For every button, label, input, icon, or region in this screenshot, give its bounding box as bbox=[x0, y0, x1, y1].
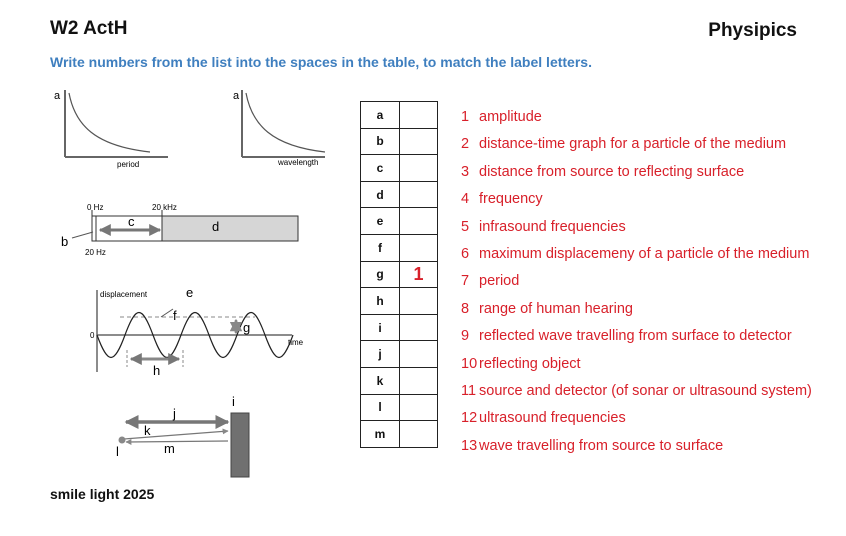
option-number: 8 bbox=[461, 300, 470, 317]
row-letter: h bbox=[361, 288, 400, 315]
option-item bbox=[461, 380, 812, 407]
option-number: 12 bbox=[461, 410, 478, 427]
table-row bbox=[361, 181, 438, 208]
wave-x-label: time bbox=[288, 338, 304, 347]
worksheet-title: W2 ActH bbox=[50, 18, 128, 39]
option-text: reflected wave travelling from surface to detector bbox=[479, 328, 792, 345]
sonar-label-m: m bbox=[164, 441, 175, 456]
option-item bbox=[461, 325, 812, 352]
option-number: 10 bbox=[461, 355, 478, 372]
sonar-reflected-wave bbox=[126, 441, 228, 442]
wave-label-f: f bbox=[173, 308, 177, 323]
row-letter: f bbox=[361, 234, 400, 261]
row-letter: b bbox=[361, 128, 400, 155]
option-number: 4 bbox=[461, 191, 470, 208]
answer-cell[interactable] bbox=[400, 394, 438, 421]
answer-cell[interactable] bbox=[400, 341, 438, 368]
table-row bbox=[361, 155, 438, 182]
option-item bbox=[461, 161, 812, 188]
row-letter: e bbox=[361, 208, 400, 235]
wave-zero-label: 0 bbox=[90, 331, 95, 340]
displacement-time-wave bbox=[90, 285, 304, 378]
table-row bbox=[361, 102, 438, 129]
option-item bbox=[461, 407, 812, 434]
answer-table bbox=[360, 101, 438, 448]
answer-cell[interactable] bbox=[400, 314, 438, 341]
answer-table-body bbox=[361, 102, 438, 448]
table-row bbox=[361, 288, 438, 315]
option-text: source and detector (of sonar or ultrasound system) bbox=[479, 382, 812, 399]
option-text: range of human hearing bbox=[479, 300, 633, 317]
answer-cell[interactable] bbox=[400, 367, 438, 394]
sonar-label-l: l bbox=[116, 444, 119, 459]
subject-title: Physipics bbox=[708, 20, 797, 41]
frequency-spectrum-diagram bbox=[61, 203, 298, 257]
option-text: ultrasound frequencies bbox=[479, 410, 626, 427]
answer-cell[interactable]: 1 bbox=[400, 261, 438, 288]
option-item bbox=[461, 298, 812, 325]
spectrum-label-20hz: 20 Hz bbox=[85, 248, 106, 257]
option-number: 11 bbox=[461, 382, 477, 399]
table-row bbox=[361, 261, 438, 288]
option-text: period bbox=[479, 273, 520, 290]
option-text: frequency bbox=[479, 191, 543, 208]
table-row bbox=[361, 128, 438, 155]
option-item bbox=[461, 435, 812, 462]
row-letter: m bbox=[361, 421, 400, 448]
option-number: 3 bbox=[461, 163, 470, 180]
graph1-y-label: a bbox=[54, 90, 61, 102]
answer-cell[interactable] bbox=[400, 181, 438, 208]
option-item bbox=[461, 216, 812, 243]
sonar-label-k: k bbox=[144, 423, 151, 438]
sonar-diagram bbox=[116, 394, 249, 477]
answer-cell[interactable] bbox=[400, 128, 438, 155]
footer-credit: smile light 2025 bbox=[50, 486, 155, 502]
row-letter: k bbox=[361, 367, 400, 394]
answer-cell[interactable] bbox=[400, 155, 438, 182]
table-row bbox=[361, 314, 438, 341]
graph2-curve bbox=[246, 93, 325, 152]
graph-a-vs-wavelength bbox=[233, 90, 325, 167]
spectrum-pointer-b bbox=[72, 232, 93, 238]
spectrum-label-0hz: 0 Hz bbox=[87, 203, 104, 212]
option-text: amplitude bbox=[479, 109, 542, 125]
wave-pointer-f bbox=[161, 309, 173, 317]
graph2-x-label: wavelength bbox=[278, 158, 319, 167]
option-item bbox=[461, 353, 812, 380]
row-letter: c bbox=[361, 155, 400, 182]
spectrum-label-20khz: 20 kHz bbox=[152, 203, 177, 212]
answer-cell[interactable] bbox=[400, 288, 438, 315]
option-number: 9 bbox=[461, 328, 470, 345]
row-letter: j bbox=[361, 341, 400, 368]
wave-y-label: displacement bbox=[100, 290, 148, 299]
options-list bbox=[461, 106, 812, 462]
answer-cell[interactable] bbox=[400, 208, 438, 235]
wave-label-g: g bbox=[243, 320, 251, 335]
sonar-label-j: j bbox=[173, 406, 176, 421]
table-row bbox=[361, 208, 438, 235]
option-text: distance-time graph for a particle of the medium bbox=[479, 136, 787, 153]
option-item bbox=[461, 270, 812, 297]
sonar-outgoing-wave bbox=[124, 431, 228, 439]
row-letter: i bbox=[361, 314, 400, 341]
table-row bbox=[361, 341, 438, 368]
option-number: 1 bbox=[461, 109, 470, 125]
table-row bbox=[361, 367, 438, 394]
option-number: 5 bbox=[461, 218, 470, 235]
option-item bbox=[461, 243, 812, 270]
spectrum-ultrasound-band bbox=[162, 216, 298, 241]
spectrum-infrasound-band bbox=[92, 216, 96, 241]
instruction-text: Write numbers from the list into the spaces in the table, to match the label letters. bbox=[50, 54, 592, 70]
option-text: maximum displacemeny of a particle of the medium bbox=[479, 245, 810, 262]
graph1-curve bbox=[69, 93, 150, 152]
spectrum-label-b: b bbox=[61, 234, 69, 249]
graph2-y-label: a bbox=[233, 90, 240, 102]
diagrams-panel bbox=[40, 80, 350, 480]
answer-cell[interactable] bbox=[400, 421, 438, 448]
option-text: reflecting object bbox=[479, 355, 581, 372]
reflecting-object bbox=[231, 413, 249, 477]
option-text: wave travelling from source to surface bbox=[479, 437, 724, 454]
option-item bbox=[461, 133, 812, 160]
option-number: 2 bbox=[461, 136, 470, 153]
row-letter: l bbox=[361, 394, 400, 421]
row-letter: g bbox=[361, 261, 400, 288]
wave-label-e: e bbox=[186, 285, 194, 300]
option-number: 13 bbox=[461, 437, 478, 454]
spectrum-label-c: c bbox=[128, 214, 135, 229]
wave-label-h: h bbox=[153, 363, 161, 378]
option-number: 7 bbox=[461, 273, 470, 290]
option-text: infrasound frequencies bbox=[479, 218, 626, 235]
table-row bbox=[361, 394, 438, 421]
row-letter: d bbox=[361, 181, 400, 208]
graph1-x-label: period bbox=[117, 160, 140, 169]
option-number: 6 bbox=[461, 245, 470, 262]
option-item bbox=[461, 106, 812, 133]
table-row bbox=[361, 234, 438, 261]
answer-cell[interactable] bbox=[400, 234, 438, 261]
option-text: distance from source to reflecting surface bbox=[479, 163, 745, 180]
row-letter: a bbox=[361, 102, 400, 129]
sonar-source-detector bbox=[119, 437, 126, 444]
sonar-label-i: i bbox=[232, 394, 235, 409]
table-row bbox=[361, 421, 438, 448]
spectrum-label-d: d bbox=[212, 219, 220, 234]
graph-a-vs-period bbox=[54, 90, 168, 169]
answer-cell[interactable] bbox=[400, 102, 438, 129]
option-item bbox=[461, 188, 812, 215]
